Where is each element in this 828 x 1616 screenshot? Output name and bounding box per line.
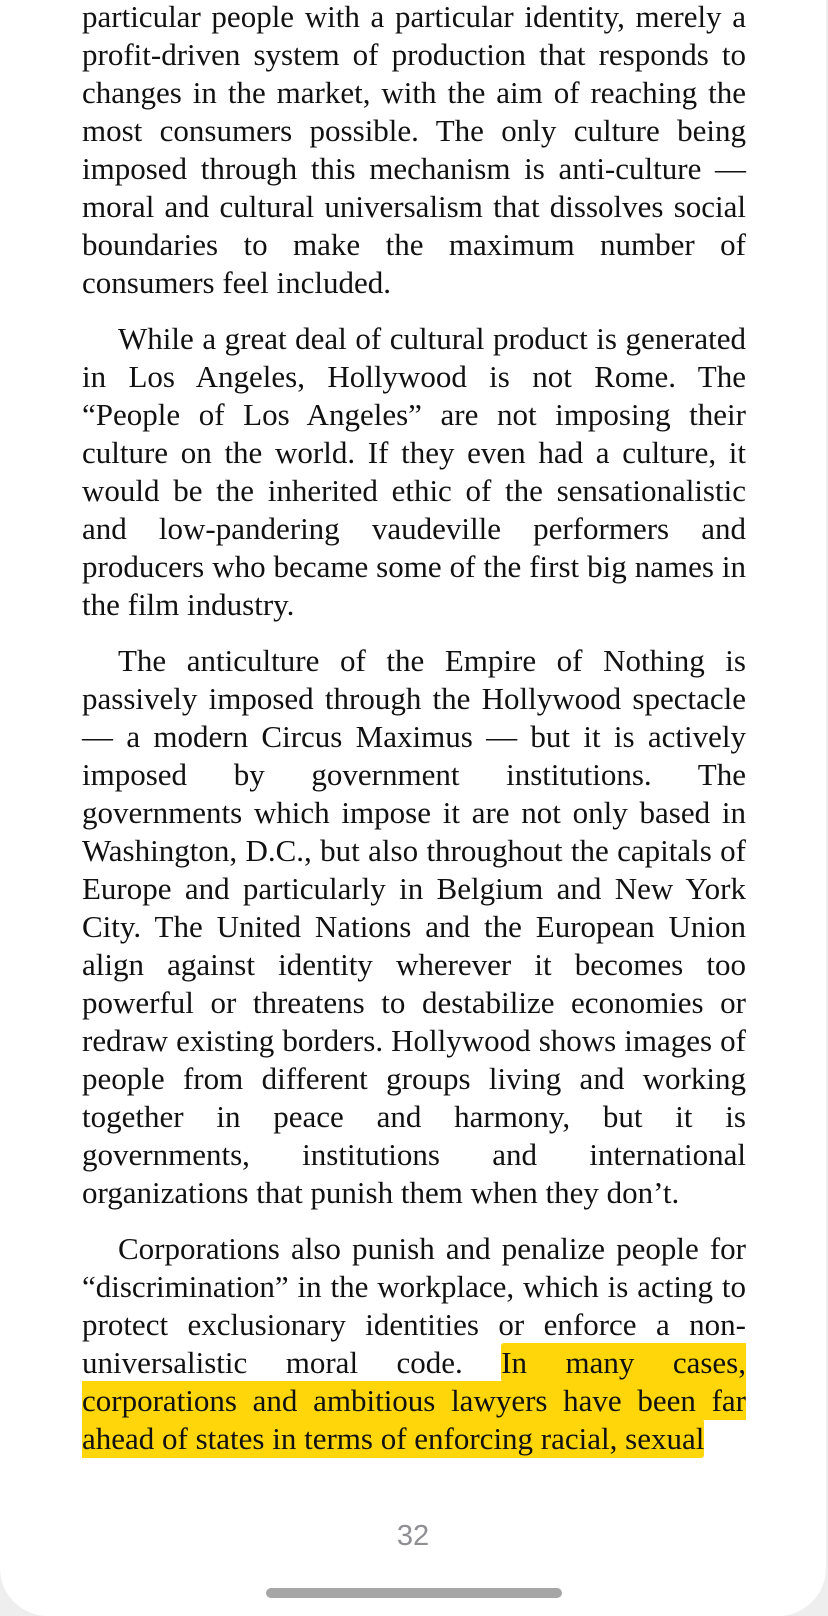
- paragraph-4[interactable]: [82, 1230, 746, 1458]
- page-number: 32: [396, 1520, 430, 1552]
- home-indicator[interactable]: [266, 1588, 562, 1598]
- paragraph-1[interactable]: particular people with a particular identity, merely a profit-driven system of production that responds to changes in the market, with the aim of reaching the most consumers possible. The only culture being imposed through this mechanism is anti-culture — moral and cultural universalism that dissolves social boundaries to make the maximum number of consumers feel included.: [82, 0, 746, 300]
- paragraph-4-text[interactable]: Corporations also punish and penalize people for “discrimination” in the workplace, which is acting to protect exclusionary identities or enforce a non-universalistic moral code.: [82, 1231, 746, 1380]
- book-text[interactable]: [82, 0, 746, 1476]
- paragraph-2[interactable]: While a great deal of cultural product is generated in Los Angeles, Hollywood is not Rome. The “People of Los Angeles” are not imposing their culture on the world. If they even had a culture, it would be the inherited ethic of the sensationalistic and low-pandering vaudeville performers and producers who became some of the first big names in the film industry.: [82, 321, 746, 622]
- highlighted-passage[interactable]: In many cases, corporations and ambitious lawyers have been far ahead of states in terms of enforcing racial, sexual: [82, 1345, 746, 1456]
- paragraph-3[interactable]: The anticulture of the Empire of Nothing is passively imposed through the Hollywood spectacle — a modern Circus Maximus — but it is actively imposed by government institutions. The governments which impose it are not only based in Washington, D.C., but also throughout the capitals of Europe and particularly in Belgium and New York City. The United Nations and the European Union align against identity wherever it becomes too powerful or threatens to destabilize economies or redraw existing borders. Hollywood shows images of people from different groups living and working together in peace and harmony, but it is governments, institutions and international organizations that punish them when they don’t.: [82, 643, 746, 1210]
